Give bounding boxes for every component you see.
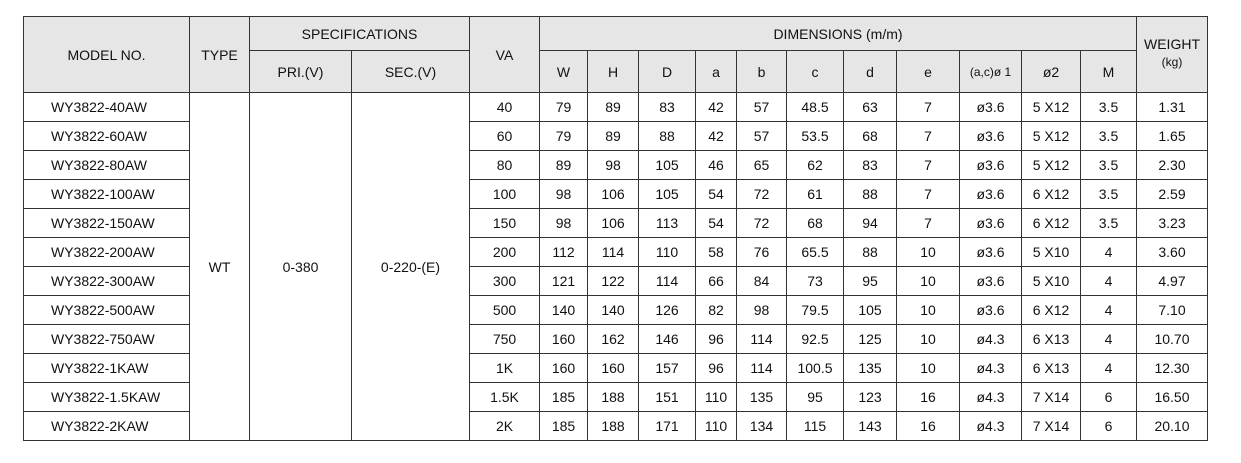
cell-dim-w: 160 bbox=[540, 354, 588, 383]
cell-dim-m: 4 bbox=[1081, 296, 1137, 325]
cell-dim-hole1: ø4.3 bbox=[960, 325, 1022, 354]
cell-dim-hole2: 5 X12 bbox=[1022, 93, 1081, 122]
cell-dim-d: 146 bbox=[639, 325, 696, 354]
cell-va: 80 bbox=[470, 151, 540, 180]
header-pri: PRI.(V) bbox=[250, 51, 352, 93]
cell-dim-d-lower: 105 bbox=[844, 296, 897, 325]
cell-dim-h: 188 bbox=[588, 412, 639, 441]
cell-dim-d-lower: 63 bbox=[844, 93, 897, 122]
cell-dim-w: 79 bbox=[540, 122, 588, 151]
cell-dim-b: 57 bbox=[737, 122, 787, 151]
header-specifications: SPECIFICATIONS bbox=[250, 17, 470, 51]
cell-dim-a: 46 bbox=[696, 151, 737, 180]
cell-dim-d-lower: 143 bbox=[844, 412, 897, 441]
cell-va: 2K bbox=[470, 412, 540, 441]
cell-dim-b: 72 bbox=[737, 180, 787, 209]
cell-dim-w: 79 bbox=[540, 93, 588, 122]
header-dim-hole1: (a,c)ø 1 bbox=[960, 51, 1022, 93]
cell-dim-b: 84 bbox=[737, 267, 787, 296]
cell-dim-b: 65 bbox=[737, 151, 787, 180]
table-body bbox=[24, 93, 1208, 441]
cell-type: WT bbox=[190, 93, 250, 441]
cell-dim-h: 114 bbox=[588, 238, 639, 267]
cell-weight: 4.97 bbox=[1137, 267, 1208, 296]
cell-dim-m: 3.5 bbox=[1081, 209, 1137, 238]
cell-dim-d-lower: 94 bbox=[844, 209, 897, 238]
cell-dim-b: 98 bbox=[737, 296, 787, 325]
cell-dim-d: 105 bbox=[639, 180, 696, 209]
cell-dim-d-lower: 125 bbox=[844, 325, 897, 354]
cell-model: WY3822-60AW bbox=[24, 122, 190, 151]
cell-dim-a: 96 bbox=[696, 325, 737, 354]
cell-model: WY3822-500AW bbox=[24, 296, 190, 325]
cell-dim-hole2: 5 X12 bbox=[1022, 151, 1081, 180]
cell-dim-e: 7 bbox=[897, 209, 960, 238]
header-dim-e: e bbox=[897, 51, 960, 93]
cell-dim-a: 54 bbox=[696, 180, 737, 209]
cell-dim-c: 53.5 bbox=[787, 122, 844, 151]
cell-dim-d-lower: 83 bbox=[844, 151, 897, 180]
cell-model: WY3822-300AW bbox=[24, 267, 190, 296]
cell-dim-m: 3.5 bbox=[1081, 93, 1137, 122]
cell-dim-d: 110 bbox=[639, 238, 696, 267]
cell-va: 150 bbox=[470, 209, 540, 238]
cell-dim-d: 113 bbox=[639, 209, 696, 238]
cell-dim-b: 134 bbox=[737, 412, 787, 441]
cell-dim-d-lower: 135 bbox=[844, 354, 897, 383]
cell-dim-a: 110 bbox=[696, 383, 737, 412]
cell-model: WY3822-750AW bbox=[24, 325, 190, 354]
header-dim-d-lower: d bbox=[844, 51, 897, 93]
cell-dim-hole1: ø3.6 bbox=[960, 267, 1022, 296]
cell-dim-a: 58 bbox=[696, 238, 737, 267]
cell-dim-c: 62 bbox=[787, 151, 844, 180]
cell-model: WY3822-1.5KAW bbox=[24, 383, 190, 412]
cell-model: WY3822-150AW bbox=[24, 209, 190, 238]
cell-dim-c: 115 bbox=[787, 412, 844, 441]
header-type: TYPE bbox=[190, 17, 250, 93]
cell-va: 500 bbox=[470, 296, 540, 325]
cell-dim-d-lower: 88 bbox=[844, 180, 897, 209]
cell-dim-d-lower: 123 bbox=[844, 383, 897, 412]
cell-dim-c: 100.5 bbox=[787, 354, 844, 383]
cell-dim-c: 65.5 bbox=[787, 238, 844, 267]
header-va: VA bbox=[470, 17, 540, 93]
cell-dim-e: 10 bbox=[897, 296, 960, 325]
cell-dim-hole2: 7 X14 bbox=[1022, 383, 1081, 412]
cell-dim-d: 171 bbox=[639, 412, 696, 441]
cell-dim-hole1: ø3.6 bbox=[960, 93, 1022, 122]
cell-weight: 3.60 bbox=[1137, 238, 1208, 267]
cell-dim-hole1: ø3.6 bbox=[960, 180, 1022, 209]
cell-model: WY3822-2KAW bbox=[24, 412, 190, 441]
cell-dim-c: 95 bbox=[787, 383, 844, 412]
cell-pri: 0-380 bbox=[250, 93, 352, 441]
cell-dim-a: 54 bbox=[696, 209, 737, 238]
cell-dim-c: 48.5 bbox=[787, 93, 844, 122]
cell-dim-d-lower: 68 bbox=[844, 122, 897, 151]
cell-dim-b: 76 bbox=[737, 238, 787, 267]
cell-dim-a: 96 bbox=[696, 354, 737, 383]
cell-dim-d: 157 bbox=[639, 354, 696, 383]
cell-weight: 2.59 bbox=[1137, 180, 1208, 209]
cell-dim-c: 73 bbox=[787, 267, 844, 296]
cell-dim-hole2: 6 X12 bbox=[1022, 180, 1081, 209]
cell-dim-h: 188 bbox=[588, 383, 639, 412]
cell-dim-m: 3.5 bbox=[1081, 180, 1137, 209]
cell-dim-d-lower: 95 bbox=[844, 267, 897, 296]
cell-model: WY3822-1KAW bbox=[24, 354, 190, 383]
table-row bbox=[24, 93, 1208, 122]
cell-dim-h: 106 bbox=[588, 209, 639, 238]
cell-dim-h: 98 bbox=[588, 151, 639, 180]
cell-dim-hole2: 6 X12 bbox=[1022, 209, 1081, 238]
cell-dim-hole2: 6 X13 bbox=[1022, 325, 1081, 354]
cell-dim-e: 16 bbox=[897, 412, 960, 441]
table-header bbox=[24, 17, 1208, 93]
cell-dim-w: 112 bbox=[540, 238, 588, 267]
cell-model: WY3822-80AW bbox=[24, 151, 190, 180]
cell-dim-b: 135 bbox=[737, 383, 787, 412]
cell-dim-m: 6 bbox=[1081, 383, 1137, 412]
cell-dim-c: 79.5 bbox=[787, 296, 844, 325]
spec-table-wrapper bbox=[23, 16, 1208, 441]
cell-dim-e: 7 bbox=[897, 180, 960, 209]
cell-dim-d-lower: 88 bbox=[844, 238, 897, 267]
cell-va: 40 bbox=[470, 93, 540, 122]
cell-dim-hole2: 5 X10 bbox=[1022, 267, 1081, 296]
cell-dim-w: 185 bbox=[540, 383, 588, 412]
cell-va: 750 bbox=[470, 325, 540, 354]
cell-dim-h: 106 bbox=[588, 180, 639, 209]
cell-dim-w: 98 bbox=[540, 180, 588, 209]
cell-dim-h: 162 bbox=[588, 325, 639, 354]
cell-dim-d: 114 bbox=[639, 267, 696, 296]
cell-dim-h: 140 bbox=[588, 296, 639, 325]
header-dim-d: D bbox=[639, 51, 696, 93]
cell-dim-m: 3.5 bbox=[1081, 151, 1137, 180]
cell-dim-hole1: ø3.6 bbox=[960, 238, 1022, 267]
cell-dim-c: 61 bbox=[787, 180, 844, 209]
header-dim-a: a bbox=[696, 51, 737, 93]
cell-weight: 7.10 bbox=[1137, 296, 1208, 325]
cell-dim-a: 42 bbox=[696, 93, 737, 122]
header-dim-b: b bbox=[737, 51, 787, 93]
cell-weight: 1.65 bbox=[1137, 122, 1208, 151]
header-weight-label: WEIGHT bbox=[1144, 36, 1200, 52]
cell-dim-m: 3.5 bbox=[1081, 122, 1137, 151]
cell-model: WY3822-40AW bbox=[24, 93, 190, 122]
cell-dim-m: 6 bbox=[1081, 412, 1137, 441]
cell-dim-e: 10 bbox=[897, 354, 960, 383]
cell-dim-w: 89 bbox=[540, 151, 588, 180]
cell-va: 200 bbox=[470, 238, 540, 267]
cell-dim-a: 82 bbox=[696, 296, 737, 325]
header-dim-hole2: ø2 bbox=[1022, 51, 1081, 93]
cell-dim-w: 140 bbox=[540, 296, 588, 325]
cell-dim-m: 4 bbox=[1081, 354, 1137, 383]
cell-dim-m: 4 bbox=[1081, 238, 1137, 267]
cell-dim-hole2: 7 X14 bbox=[1022, 412, 1081, 441]
cell-dim-m: 4 bbox=[1081, 325, 1137, 354]
cell-dim-hole1: ø3.6 bbox=[960, 209, 1022, 238]
cell-dim-e: 7 bbox=[897, 122, 960, 151]
cell-dim-b: 57 bbox=[737, 93, 787, 122]
header-sec: SEC.(V) bbox=[352, 51, 470, 93]
header-dim-m: M bbox=[1081, 51, 1137, 93]
cell-dim-b: 72 bbox=[737, 209, 787, 238]
cell-dim-h: 89 bbox=[588, 93, 639, 122]
header-model-no: MODEL NO. bbox=[24, 17, 190, 93]
cell-dim-hole1: ø3.6 bbox=[960, 151, 1022, 180]
cell-dim-hole2: 6 X13 bbox=[1022, 354, 1081, 383]
cell-weight: 2.30 bbox=[1137, 151, 1208, 180]
cell-dim-hole1: ø4.3 bbox=[960, 383, 1022, 412]
cell-dim-d: 88 bbox=[639, 122, 696, 151]
cell-weight: 16.50 bbox=[1137, 383, 1208, 412]
cell-dim-h: 160 bbox=[588, 354, 639, 383]
cell-dim-a: 42 bbox=[696, 122, 737, 151]
cell-dim-e: 10 bbox=[897, 267, 960, 296]
cell-dim-hole1: ø3.6 bbox=[960, 296, 1022, 325]
header-dim-c: c bbox=[787, 51, 844, 93]
cell-dim-d: 126 bbox=[639, 296, 696, 325]
cell-dim-d: 151 bbox=[639, 383, 696, 412]
cell-model: WY3822-200AW bbox=[24, 238, 190, 267]
cell-dim-e: 16 bbox=[897, 383, 960, 412]
cell-weight: 20.10 bbox=[1137, 412, 1208, 441]
header-dim-h: H bbox=[588, 51, 639, 93]
cell-dim-e: 7 bbox=[897, 93, 960, 122]
cell-va: 1.5K bbox=[470, 383, 540, 412]
cell-dim-d: 83 bbox=[639, 93, 696, 122]
cell-dim-c: 68 bbox=[787, 209, 844, 238]
cell-weight: 3.23 bbox=[1137, 209, 1208, 238]
cell-dim-hole1: ø4.3 bbox=[960, 354, 1022, 383]
cell-dim-a: 110 bbox=[696, 412, 737, 441]
cell-dim-hole1: ø3.6 bbox=[960, 122, 1022, 151]
cell-model: WY3822-100AW bbox=[24, 180, 190, 209]
cell-dim-h: 122 bbox=[588, 267, 639, 296]
header-dimensions: DIMENSIONS (m/m) bbox=[540, 17, 1137, 51]
cell-weight: 10.70 bbox=[1137, 325, 1208, 354]
cell-sec: 0-220-(E) bbox=[352, 93, 470, 441]
cell-dim-w: 98 bbox=[540, 209, 588, 238]
cell-va: 300 bbox=[470, 267, 540, 296]
transformer-spec-table bbox=[23, 16, 1208, 441]
cell-dim-hole1: ø4.3 bbox=[960, 412, 1022, 441]
cell-dim-w: 160 bbox=[540, 325, 588, 354]
cell-dim-m: 4 bbox=[1081, 267, 1137, 296]
cell-dim-b: 114 bbox=[737, 354, 787, 383]
cell-va: 60 bbox=[470, 122, 540, 151]
cell-dim-hole2: 6 X12 bbox=[1022, 296, 1081, 325]
cell-dim-hole2: 5 X10 bbox=[1022, 238, 1081, 267]
cell-dim-e: 10 bbox=[897, 238, 960, 267]
cell-dim-w: 121 bbox=[540, 267, 588, 296]
cell-dim-c: 92.5 bbox=[787, 325, 844, 354]
header-dim-w: W bbox=[540, 51, 588, 93]
cell-dim-a: 66 bbox=[696, 267, 737, 296]
cell-dim-w: 185 bbox=[540, 412, 588, 441]
cell-va: 100 bbox=[470, 180, 540, 209]
cell-dim-e: 7 bbox=[897, 151, 960, 180]
cell-va: 1K bbox=[470, 354, 540, 383]
cell-dim-e: 10 bbox=[897, 325, 960, 354]
cell-dim-hole2: 5 X12 bbox=[1022, 122, 1081, 151]
cell-weight: 12.30 bbox=[1137, 354, 1208, 383]
cell-dim-h: 89 bbox=[588, 122, 639, 151]
cell-dim-b: 114 bbox=[737, 325, 787, 354]
cell-dim-d: 105 bbox=[639, 151, 696, 180]
header-weight bbox=[1137, 17, 1208, 93]
header-weight-unit: (kg) bbox=[1161, 55, 1183, 69]
cell-weight: 1.31 bbox=[1137, 93, 1208, 122]
